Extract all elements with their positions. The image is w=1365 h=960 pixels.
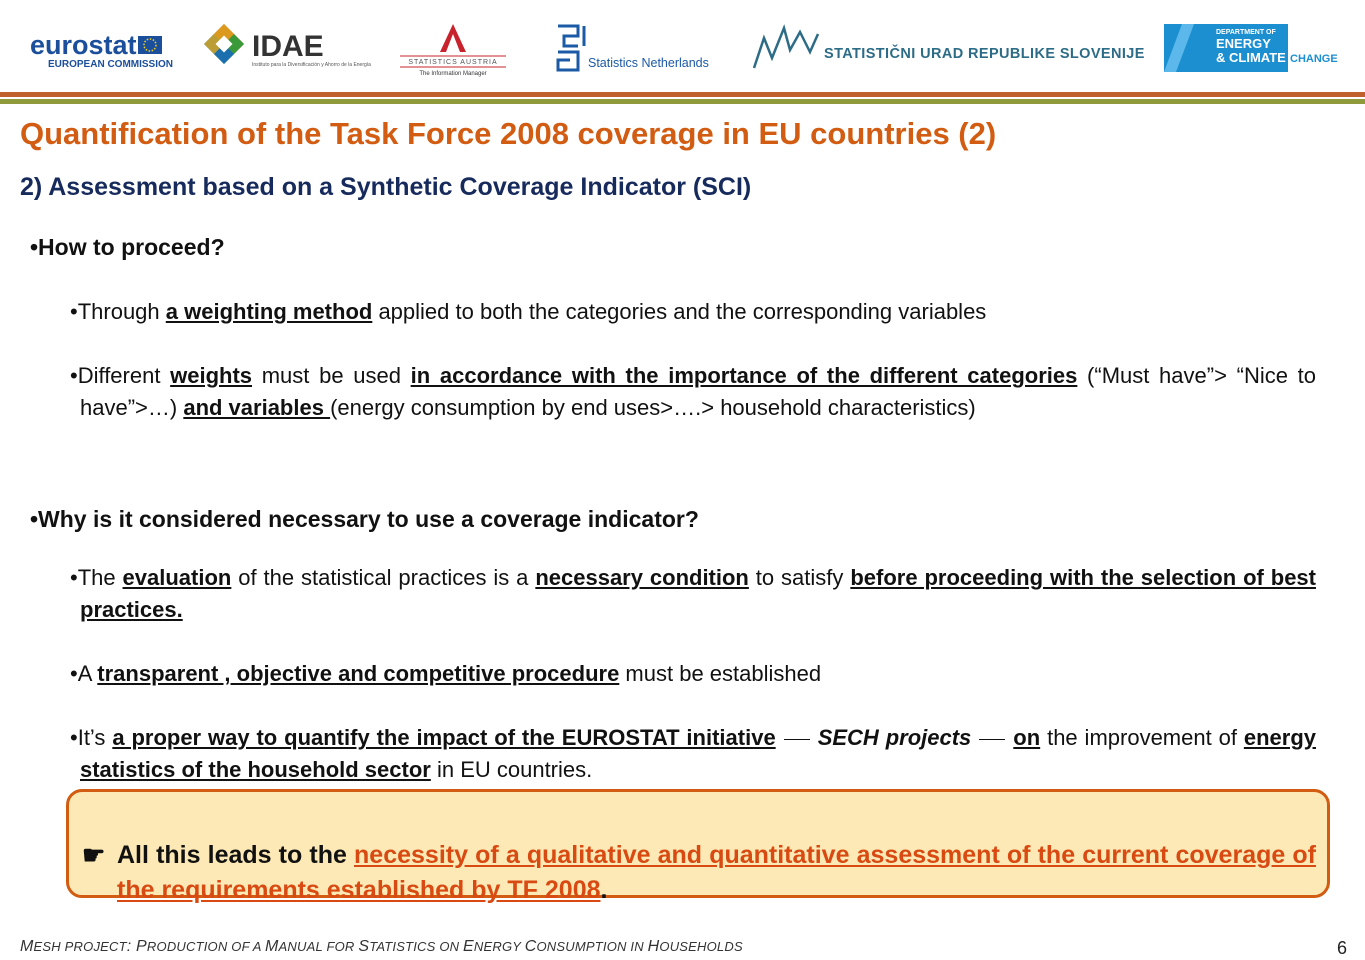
impact-emphasis: a proper way to quantify the impact of the EUROSTAT initiative bbox=[112, 725, 776, 750]
on-emphasis: on bbox=[1013, 725, 1041, 750]
header-rule-top bbox=[0, 92, 1365, 97]
eurostat-wordmark: eurostat bbox=[30, 30, 137, 60]
slovenia-statistics-logo bbox=[752, 24, 1145, 72]
footer-text: P bbox=[136, 938, 147, 955]
variables-emphasis: and variables bbox=[183, 395, 331, 420]
decc-change: CHANGE bbox=[1290, 53, 1338, 65]
necessary-condition-emphasis: necessary condition bbox=[535, 565, 749, 590]
bullet-text: of the statistical practices is a bbox=[231, 565, 536, 590]
household-sector-emphasis: energy statistics of the household sector bbox=[80, 725, 1316, 782]
bullet-text: must be used bbox=[252, 363, 411, 388]
statistics-austria-wordmark: STATISTICS AUSTRIA bbox=[408, 59, 498, 66]
procedure-bullet bbox=[70, 658, 1316, 690]
footer-text: ESH PROJECT bbox=[33, 939, 127, 954]
logo-strip bbox=[0, 0, 1365, 90]
footer-text: NERGY bbox=[473, 939, 525, 954]
bullet-text: (“Must have”> “Nice to have”>…) bbox=[80, 363, 1316, 420]
best-practices-emphasis: before proceeding with the selection of best practices. bbox=[80, 565, 1316, 622]
bullet-text: •Different bbox=[70, 363, 171, 388]
importance-emphasis: in accordance with the importance of the different categories bbox=[410, 363, 1078, 388]
footer-text: TATISTICS ON bbox=[369, 939, 464, 954]
bullet-text: in EU countries. bbox=[430, 757, 593, 782]
pointing-hand-icon: ☛ bbox=[82, 840, 106, 870]
decc-energy: ENERGY bbox=[1216, 36, 1271, 51]
idae-subtitle: Instituto para la Diversificación y Ahorro de la Energía bbox=[252, 62, 371, 68]
em-dash bbox=[979, 739, 1005, 740]
footer-text: ANUAL FOR bbox=[278, 939, 359, 954]
assessment-necessity-emphasis: necessity of a qualitative and quantitative assessment of the current coverage of the requirements established by TF 2008 bbox=[117, 841, 1316, 904]
weights-emphasis: weights bbox=[170, 363, 253, 388]
statistics-netherlands-wordmark: Statistics Netherlands bbox=[588, 56, 709, 70]
statistics-netherlands-logo bbox=[554, 22, 714, 74]
em-dash bbox=[784, 739, 810, 740]
bullet-text: •A bbox=[70, 661, 98, 686]
footer-text: S bbox=[358, 938, 370, 955]
decc-climate: & CLIMATE bbox=[1216, 50, 1286, 65]
conclusion-body bbox=[82, 838, 1316, 908]
footer-text: E bbox=[463, 938, 474, 955]
bullet-text: •The bbox=[70, 565, 123, 590]
bullet-text: •Through bbox=[70, 299, 166, 324]
footer-text: ONSUMPTION IN bbox=[536, 939, 648, 954]
statistics-austria-tagline: The Information Manager bbox=[419, 71, 487, 77]
bullet-text: the improvement of bbox=[1040, 725, 1244, 750]
slovenia-wordmark: STATISTIČNI URAD REPUBLIKE SLOVENIJE bbox=[824, 46, 1145, 62]
eurostat-logo bbox=[22, 24, 174, 72]
page-number: 6 bbox=[1336, 938, 1347, 958]
slide-title: Quantification of the Task Force 2008 coverage in EU countries (2) bbox=[20, 116, 997, 151]
header-rule-bottom bbox=[0, 99, 1365, 104]
footer-text: M bbox=[265, 938, 279, 955]
bullet-text: to satisfy bbox=[748, 565, 851, 590]
why-coverage-indicator-heading: •Why is it considered necessary to use a coverage indicator? bbox=[30, 506, 699, 532]
footer-text: OUSEHOLDS bbox=[659, 939, 743, 954]
bullet-text: applied to both the categories and the corresponding variables bbox=[372, 299, 987, 324]
conclusion-period: . bbox=[600, 876, 608, 904]
footer-text: : bbox=[126, 938, 137, 955]
weighting-method-emphasis: a weighting method bbox=[165, 299, 373, 324]
how-to-proceed-heading: •How to proceed? bbox=[30, 234, 225, 260]
bullet-text: •It’s bbox=[70, 725, 113, 750]
weighting-method-bullet bbox=[70, 296, 1316, 328]
footer-text: C bbox=[524, 938, 537, 955]
impact-bullet bbox=[70, 722, 1316, 786]
eurostat-subtitle: EUROPEAN COMMISSION bbox=[48, 59, 174, 70]
footer-project-title bbox=[20, 938, 743, 956]
bullet-text: must be established bbox=[619, 661, 822, 686]
conclusion-lead: All this leads to the bbox=[117, 841, 355, 869]
footer-text: RODUCTION OF A bbox=[146, 939, 265, 954]
idae-wordmark: IDAE bbox=[252, 30, 324, 63]
evaluation-emphasis: evaluation bbox=[122, 565, 232, 590]
footer-text: H bbox=[647, 938, 660, 955]
slide-subtitle: 2) Assessment based on a Synthetic Coverage Indicator (SCI) bbox=[20, 173, 752, 201]
evaluation-bullet bbox=[70, 562, 1316, 626]
decc-department: DEPARTMENT OF bbox=[1216, 29, 1276, 36]
weights-bullet bbox=[70, 360, 1316, 424]
decc-logo bbox=[1164, 24, 1346, 72]
sech-projects-emphasis: SECH projects bbox=[817, 725, 972, 750]
procedure-emphasis: transparent , objective and competitive procedure bbox=[97, 661, 620, 686]
idae-logo bbox=[200, 20, 371, 76]
statistics-austria-logo bbox=[396, 22, 510, 78]
footer-text: M bbox=[20, 938, 34, 955]
bullet-text: (energy consumption by end uses>….> household characteristics) bbox=[330, 395, 976, 420]
conclusion-text bbox=[82, 838, 1316, 908]
